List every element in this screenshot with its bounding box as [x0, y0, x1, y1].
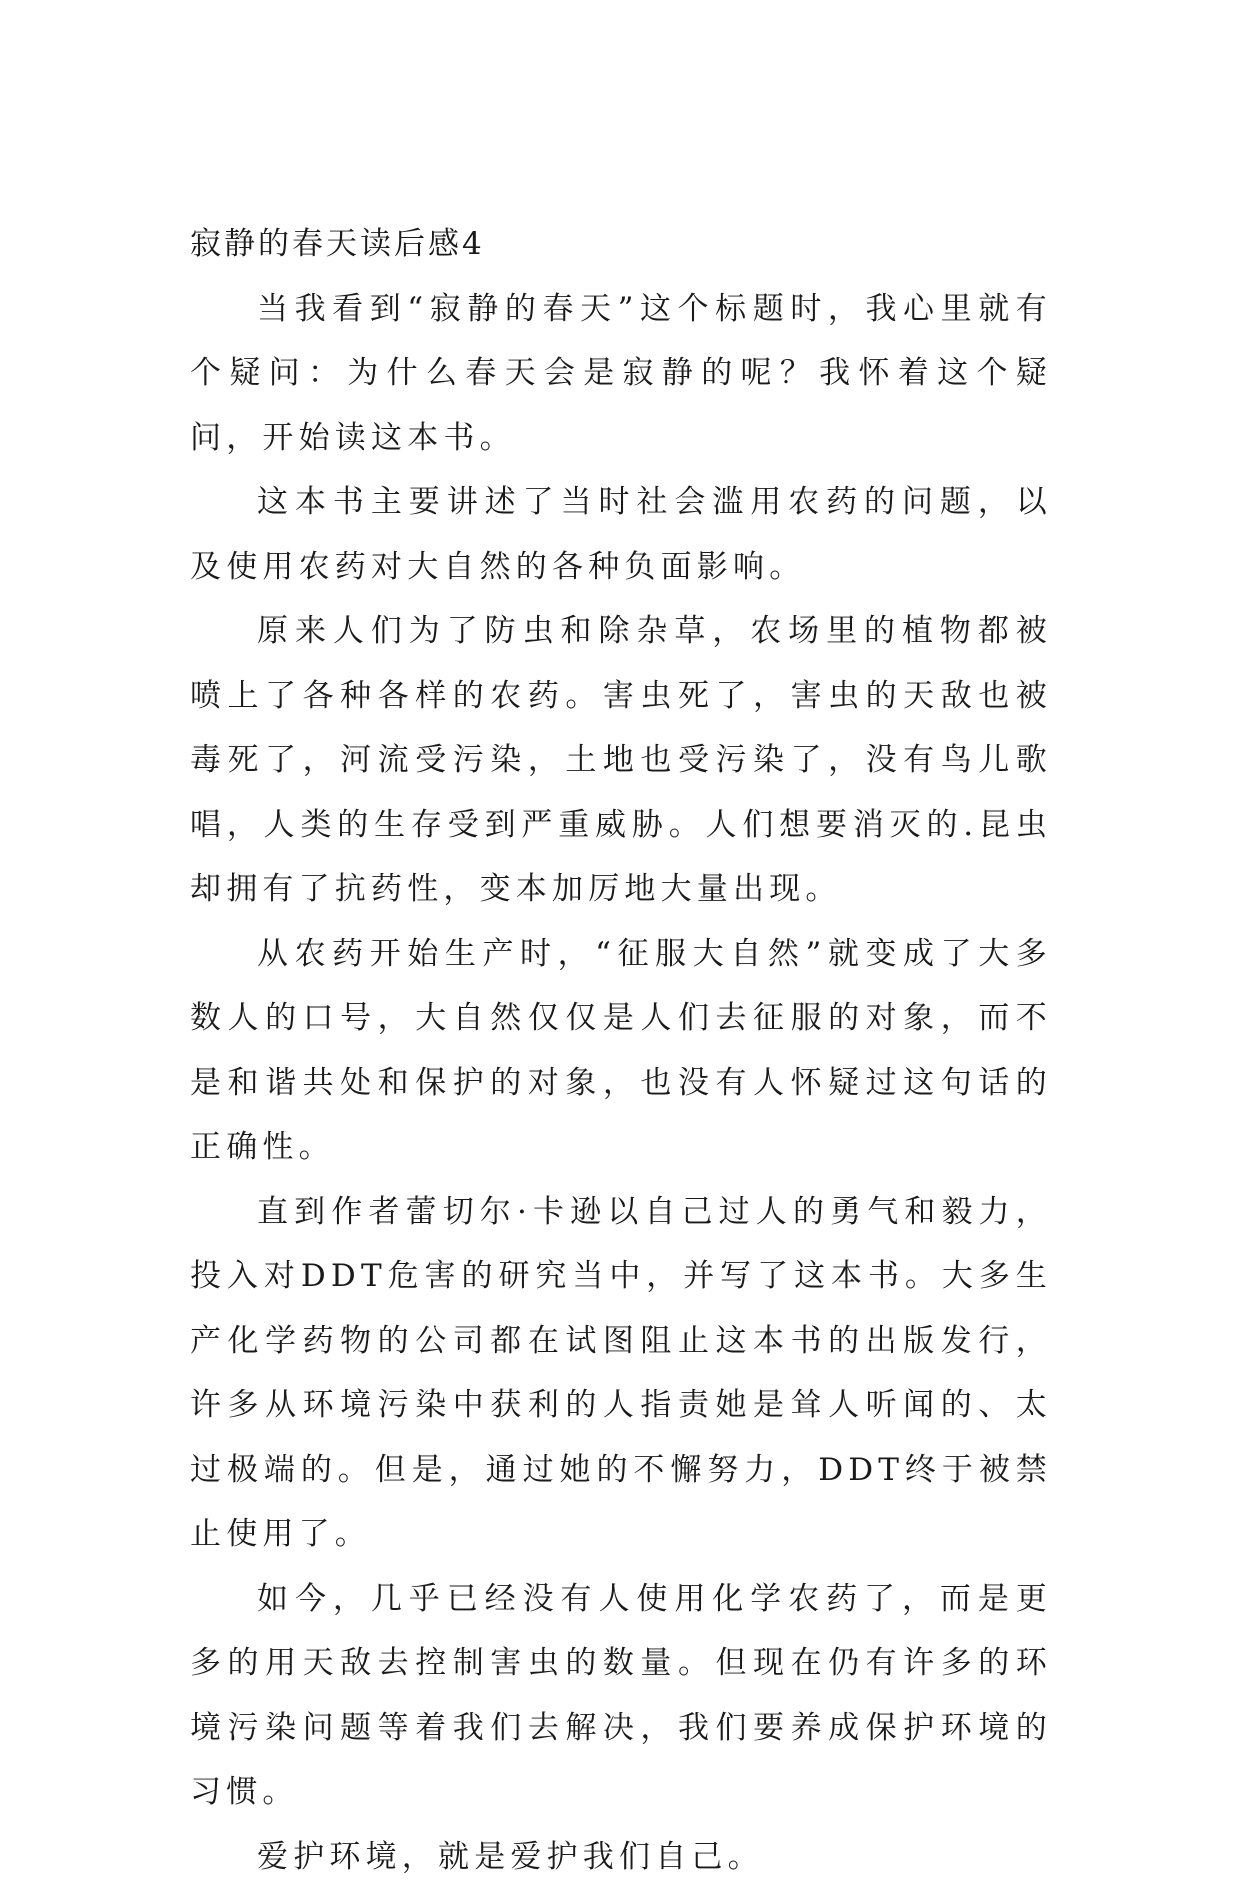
- paragraph-1: 当我看到“寂静的春天”这个标题时，我心里就有个疑问：为什么春天会是寂静的呢？我怀着这个疑问，开始读这本书。: [190, 277, 1052, 471]
- paragraph-2: 这本书主要讲述了当时社会滥用农药的问题，以及使用农药对大自然的各种负面影响。: [190, 470, 1052, 599]
- paragraph-4: 从农药开始生产时，“征服大自然”就变成了大多数人的口号，大自然仅仅是人们去征服的对象，而不是和谐共处和保护的对象，也没有人怀疑过这句话的正确性。: [190, 922, 1052, 1180]
- document-title: 寂静的春天读后感4: [190, 212, 1052, 277]
- paragraph-7: 爱护环境，就是爱护我们自己。: [190, 1825, 1052, 1889]
- document-body: [190, 212, 1052, 1889]
- paragraph-5: 直到作者蕾切尔·卡逊以自己过人的勇气和毅力，投入对DDT危害的研究当中，并写了这本书。大多生产化学药物的公司都在试图阻止这本书的出版发行，许多从环境污染中获利的人指责她是耸人听闻的、太过极端的。但是，通过她的不懈努力，DDT终于被禁止使用了。: [190, 1180, 1052, 1567]
- paragraph-6: 如今，几乎已经没有人使用化学农药了，而是更多的用天敌去控制害虫的数量。但现在仍有许多的环境污染问题等着我们去解决，我们要养成保护环境的习惯。: [190, 1567, 1052, 1825]
- paragraph-3: 原来人们为了防虫和除杂草，农场里的植物都被喷上了各种各样的农药。害虫死了，害虫的天敌也被毒死了，河流受污染，土地也受污染了，没有鸟儿歌唱，人类的生存受到严重威胁。人们想要消灭的.昆虫却拥有了抗药性，变本加厉地大量出现。: [190, 599, 1052, 922]
